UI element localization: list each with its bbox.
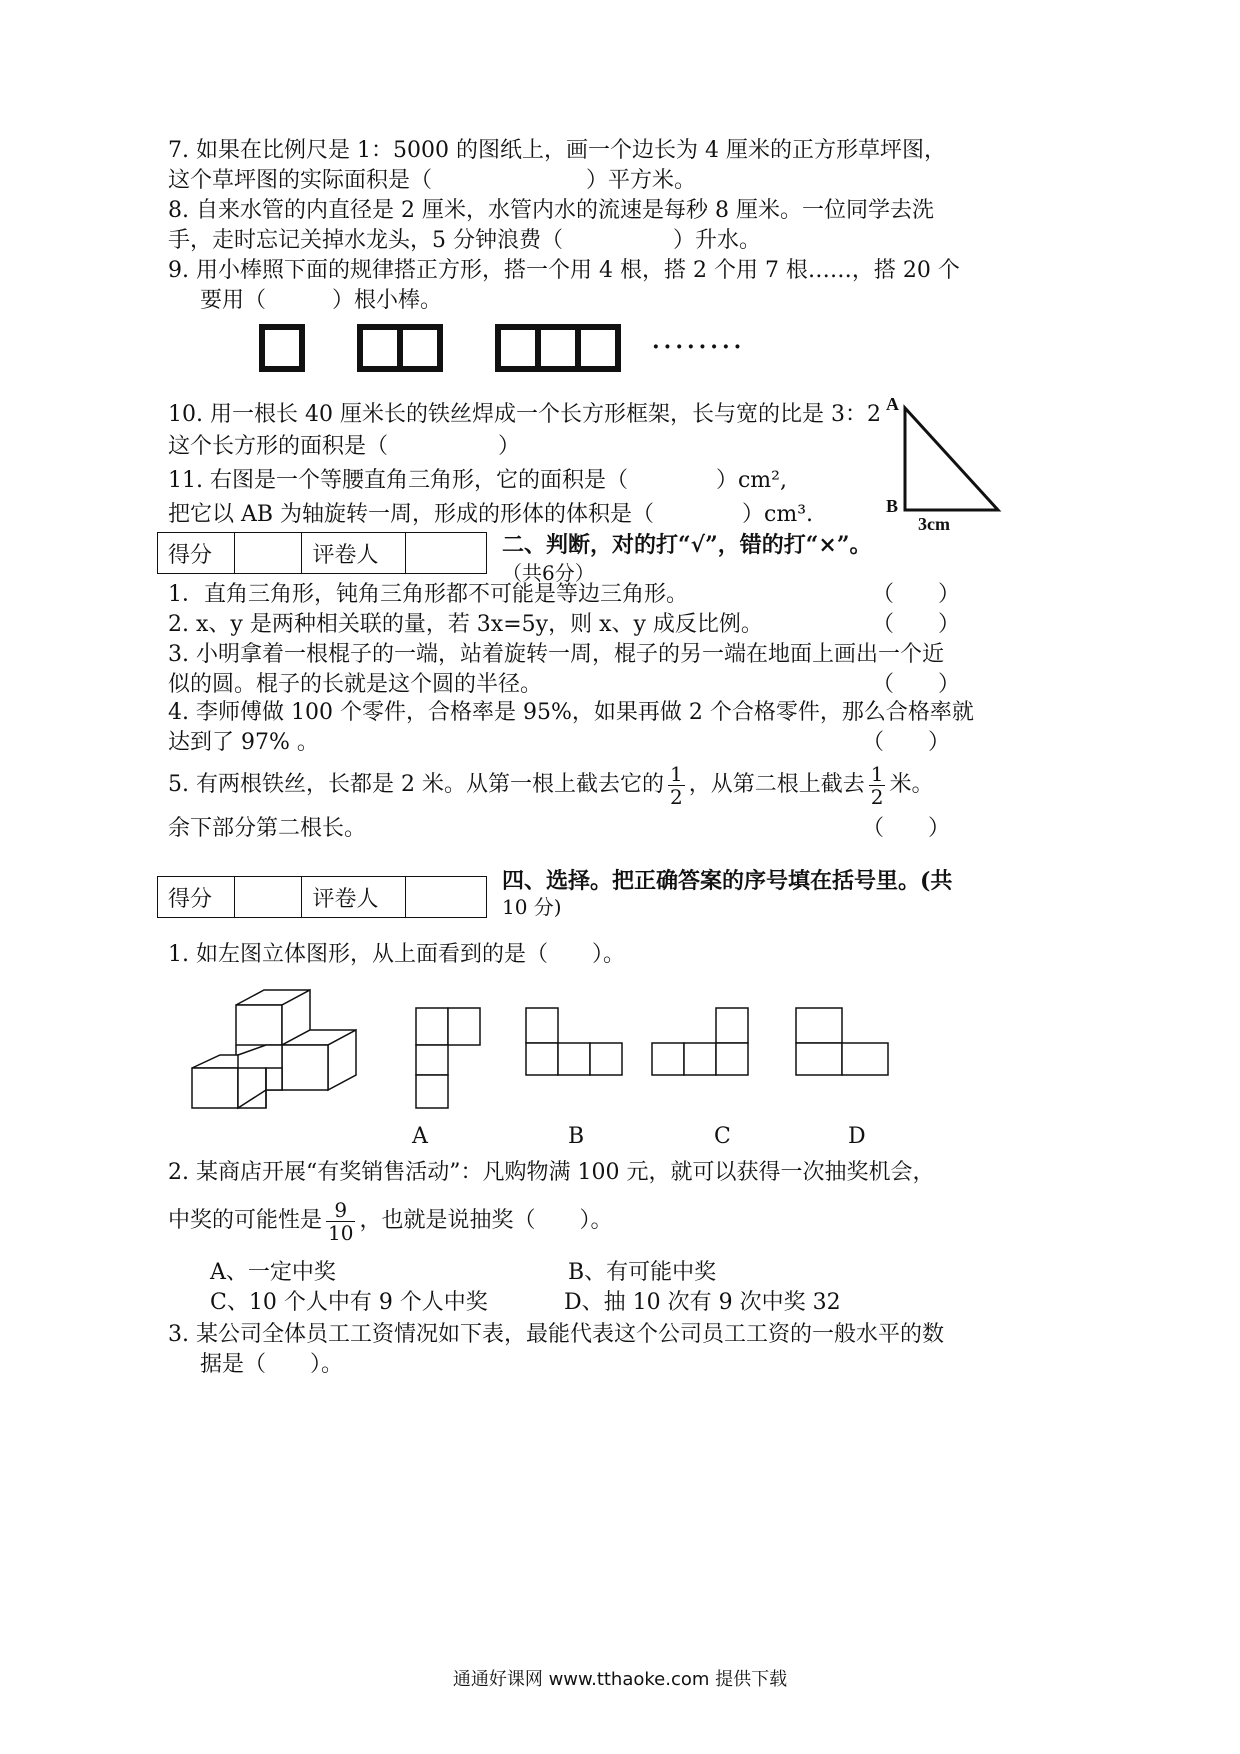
option-c-view [652,1008,748,1075]
q8-line1: 8. 自来水管的内直径是 2 厘米，水管内水的流速是每秒 8 厘米。一位同学去洗 [168,198,934,223]
section4-subtitle: 10 分) [502,895,562,919]
choice-q1: 1. 如左图立体图形，从上面看到的是（ ）。 [168,942,625,967]
option-a-label[interactable]: A [412,1124,428,1149]
option-c-label[interactable]: C [714,1124,731,1149]
section4-title: 四、选择。把正确答案的序号填在括号里。(共 [502,868,953,894]
fraction-half-1: $\frac{1}{2}$ [669,761,683,809]
fraction-nine-tenths: $\frac{9}{10}$ [328,1197,354,1245]
judge-item-4-line1: 4. 李师傅做 100 个零件，合格率是 95%，如果再做 2 个合格零件，那么合格率就 [168,700,974,725]
item5-text-part3: 米。 [889,772,934,797]
score-label: 得分 [158,533,235,574]
judge-answer-3[interactable]: （ ） [872,672,961,697]
section2-subtitle: （共6分） [502,561,595,585]
item5-text-part1: 5. 有两根铁丝，长都是 2 米。从第一根上截去它的 [168,772,664,797]
triangle-label-b: B [886,496,899,516]
choice-q2-option-d[interactable]: D、抽 10 次有 9 次中奖 32 [564,1290,841,1315]
item5-text-part2: ，从第二根上截去 [688,772,865,797]
continuation-dots: ········ [652,334,746,360]
q9-line1: 9. 用小棒照下面的规律搭正方形，搭一个用 4 根，搭 2 个用 7 根……，搭 20 个 [168,258,960,283]
q7-line2: 这个草坪图的实际面积是（ ）平方米。 [168,168,697,193]
option-b-view [526,1008,622,1075]
fraction-half-2: $\frac{1}{2}$ [870,761,884,809]
judge-answer-1[interactable]: （ ） [872,582,961,607]
q2-text-part1: 中奖的可能性是 [168,1208,323,1233]
choice-q2-option-a[interactable]: A、一定中奖 [210,1260,336,1285]
option-d-view [796,1008,888,1075]
option-a-view [416,1008,480,1108]
choice-q3-line1: 3. 某公司全体员工工资情况如下表，最能代表这个公司员工工资的一般水平的数 [168,1322,944,1347]
judge-answer-4[interactable]: （ ） [862,730,951,755]
judge-item-1: 1．直角三角形，钝角三角形都不可能是等边三角形。 [168,582,688,607]
choice-q2-option-b[interactable]: B、有可能中奖 [568,1260,717,1285]
judge-answer-5[interactable]: （ ） [862,816,951,841]
judge-answer-2[interactable]: （ ） [872,612,961,637]
option-b-label[interactable]: B [568,1124,585,1149]
q10-line1: 10. 用一根长 40 厘米长的铁丝焊成一个长方形框架，长与宽的比是 3：2 [168,402,881,427]
triangle-label-a: A [886,394,899,414]
q8-line2: 手，走时忘记关掉水龙头，5 分钟浪费（ ）升水。 [168,228,761,253]
judge-item-3-line2: 似的圆。棍子的长就是这个圆的半径。 [168,672,543,697]
choice-q2-line1: 2. 某商店开展“有奖销售活动”：凡购物满 100 元，就可以获得一次抽奖机会， [168,1160,935,1185]
judge-item-5-line2: 余下部分第二根长。 [168,816,367,841]
q11-line1: 11. 右图是一个等腰直角三角形，它的面积是（ ）cm², [168,468,787,493]
q2-text-part2: ，也就是说抽奖（ ）。 [359,1208,613,1233]
q9-line2: 要用（ ）根小棒。 [200,288,443,313]
section2-title: 二、判断，对的打“√”，错的打“×”。 [502,532,872,558]
reviewer-label: 评卷人 [302,533,405,574]
judge-item-4-line2: 达到了 97% 。 [168,730,319,755]
choice-q2-option-c[interactable]: C、10 个人中有 9 个人中奖 [210,1290,488,1315]
judge-item-3-line1: 3. 小明拿着一根棍子的一端，站着旋转一周，棍子的另一端在地面上画出一个近 [168,642,944,667]
reviewer-label: 评卷人 [302,877,405,918]
isometric-solid [192,990,356,1108]
score-label: 得分 [158,877,235,918]
q7-line1: 7. 如果在比例尺是 1：5000 的图纸上，画一个边长为 4 厘米的正方形草坪图， [168,138,946,163]
judge-item-2: 2. x、y 是两种相关联的量，若 3x=5y，则 x、y 成反比例。 [168,612,763,637]
q10-line2: 这个长方形的面积是（ ） [168,434,521,459]
choice-q2-line2 [168,1196,612,1246]
page-footer: 通通好课网 www.tthaoke.com 提供下载 [452,1669,788,1690]
option-d-label[interactable]: D [848,1124,866,1149]
choice-q3-line2: 据是（ ）。 [200,1352,344,1377]
triangle-base-label: 3cm [918,514,950,534]
q11-line2: 把它以 AB 为轴旋转一周，形成的形体的体积是（ ）cm³. [168,502,814,527]
